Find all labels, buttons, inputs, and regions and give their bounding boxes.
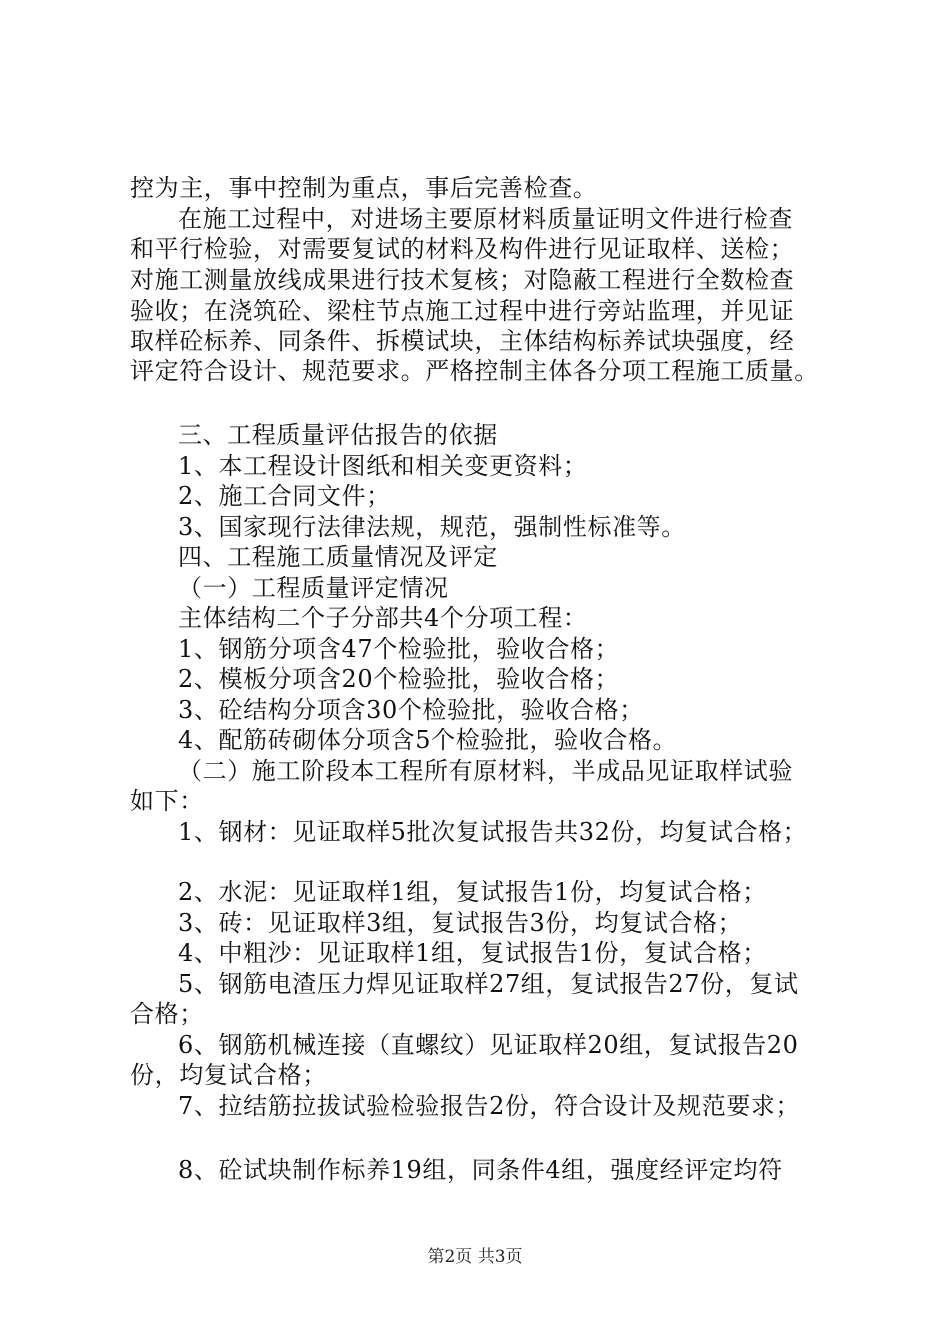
text-line: 验收；在浇筑砼、梁柱节点施工过程中进行旁站监理，并见证: [130, 297, 795, 325]
text-line: 取样砼标养、同条件、拆模试块，主体结构标养试块强度，经: [130, 327, 795, 355]
text-line: 2、水泥：见证取样1组，复试报告1份，均复试合格；: [178, 878, 767, 906]
text-line: 1、钢材：见证取样5批次复试报告共32份，均复试合格；: [178, 818, 808, 846]
text-line: 对施工测量放线成果进行技术复核；对隐蔽工程进行全数检查: [130, 266, 795, 294]
text-line: 1、钢筋分项含47个检验批，验收合格；: [178, 635, 620, 663]
text-line: 5、钢筋电渣压力焊见证取样27组，复试报告27份，复试: [178, 970, 799, 998]
section-heading: 三、工程质量评估报告的依据: [178, 421, 498, 449]
text-line: 主体结构二个子分部共4个分项工程：: [178, 604, 588, 632]
text-line: 如下：: [130, 787, 204, 815]
text-line: 1、本工程设计图纸和相关变更资料；: [178, 452, 588, 480]
text-line: 合格；: [130, 1000, 204, 1028]
text-line: 控为主，事中控制为重点，事后完善检查。: [130, 174, 598, 202]
text-line: 评定符合设计、规范要求。严格控制主体各分项工程施工质量。: [130, 357, 819, 385]
text-line: 和平行检验，对需要复试的材料及构件进行见证取样、送检；: [130, 235, 795, 263]
text-line: 4、配筋砖砌体分项含5个检验批，验收合格。: [178, 726, 678, 754]
text-line: 份，均复试合格；: [130, 1061, 327, 1089]
text-line: 6、钢筋机械连接（直螺纹）见证取样20组，复试报告20: [178, 1031, 799, 1059]
text-line: 3、砼结构分项含30个检验批，验收合格；: [178, 696, 644, 724]
subsection-heading: （二）施工阶段本工程所有原材料，半成品见证取样试验: [178, 757, 793, 785]
text-line: 3、砖：见证取样3组，复试报告3份，均复试合格；: [178, 909, 743, 937]
text-line: 7、拉结筋拉拔试验检验报告2份，符合设计及规范要求；: [178, 1092, 801, 1120]
text-line: 2、模板分项含20个检验批，验收合格；: [178, 665, 620, 693]
text-line: 在施工过程中，对进场主要原材料质量证明文件进行检查: [178, 205, 793, 233]
text-line: 8、砼试块制作标养19组，同条件4组，强度经评定均符: [178, 1156, 783, 1184]
section-heading: 四、工程施工质量情况及评定: [178, 543, 498, 571]
page-number-footer: 第2页 共3页: [427, 1247, 523, 1267]
text-line: 2、施工合同文件；: [178, 482, 391, 510]
text-line: 3、国家现行法律法规，规范，强制性标准等。: [178, 513, 686, 541]
text-line: 4、中粗沙：见证取样1组，复试报告1份，复试合格；: [178, 939, 767, 967]
subsection-heading: （一）工程质量评定情况: [178, 574, 449, 602]
